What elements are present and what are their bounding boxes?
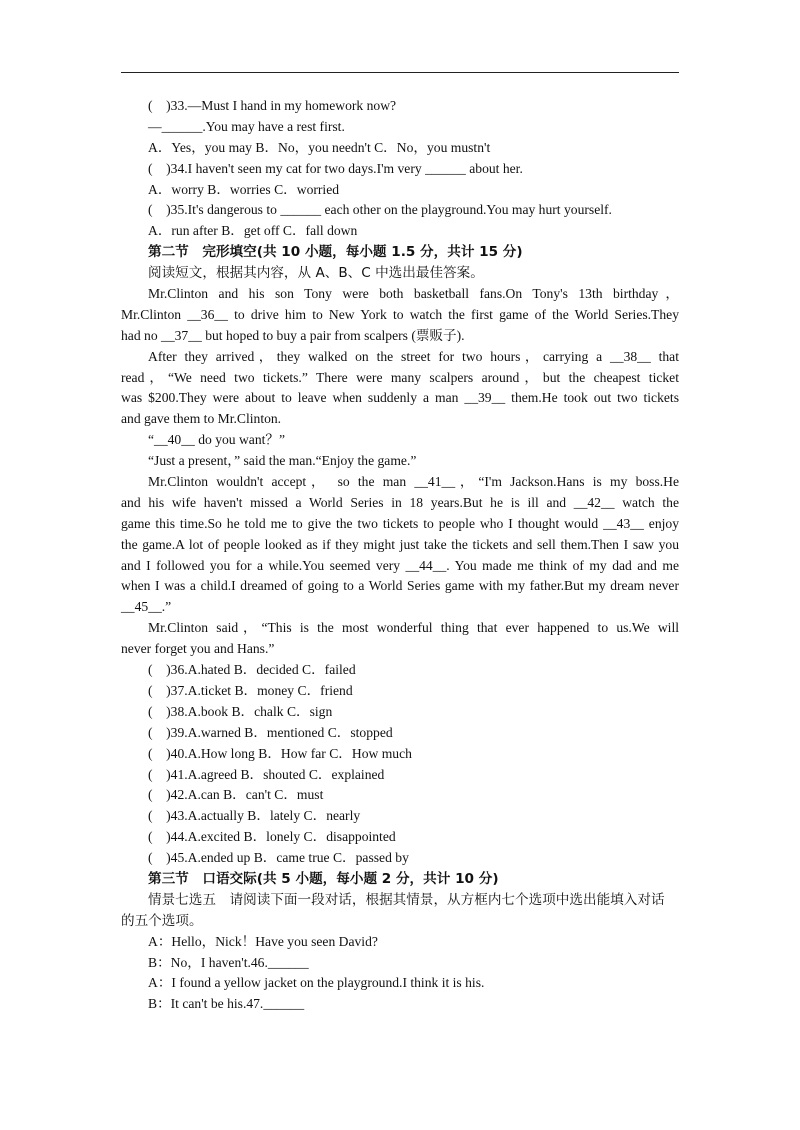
passage-line: Mr.Clinton and his son Tony were both basketball fans.On Tony's 13th birthday， [148,286,679,302]
dialogue-line: B：It can't be his.47.______ [148,996,305,1012]
section-2-heading: 第二节 完形填空(共 10 小题，每小题 1.5 分，共计 15 分) [148,244,523,261]
option-row: ( )43.A.actually B．lately C．nearly [148,808,361,824]
dialogue-line: B：No，I haven't.46.______ [148,954,309,970]
option-row: ( )41.A.agreed B．shouted C．explained [148,766,385,782]
exam-page [121,96,679,1015]
passage-line: never forget you and Hans.” [121,641,275,657]
option-row: ( )39.A.warned B．mentioned C．stopped [148,724,393,740]
passage-line: After they arrived，they walked on the street for two hours，carrying a __38__ that [148,348,679,364]
option-row: ( )44.A.excited B．lonely C．disappointed [148,829,396,845]
option-row: ( )36.A.hated B．decided C．failed [148,662,356,678]
passage-line: Mr.Clinton said，“This is the most wonderful thing that ever happened to us.We will [148,620,679,636]
question-33: ( )33.—Must I hand in my homework now? [148,98,397,113]
passage-line: and I followed you for a while.You seemed very __44__. You made me think of my dad and me [121,557,679,573]
passage-line: the game.A lot of people looked as if they might just take the tickets and sell them.Then I saw you [121,536,679,552]
question-35: ( )35.It's dangerous to ______ each other on the playground.You may hurt yourself. [148,202,612,218]
question-33-answer-line: —______.You may have a rest first. [148,118,345,134]
passage-line: Mr.Clinton __36__ to drive him to New York to watch the first game of the World Series.They [121,306,679,322]
option-row: ( )45.A.ended up B．came true C．passed by [148,850,409,866]
section-2-instruction: 阅读短文，根据其内容，从 A、B、C 中选出最佳答案。 [148,265,484,282]
section-3-heading: 第三节 口语交际(共 5 小题，每小题 2 分，共计 10 分) [148,870,499,887]
passage-line: read，“We need two tickets.” There were many scalpers around，but the cheapest ticket [121,369,679,385]
section-3-instruction-cont: 的五个选项。 [121,912,203,929]
option-row: ( )42.A.can B．can't C．must [148,787,324,803]
passage-line: game this time.So he told me to give the two tickets to people who I thought would __43__ enjoy [121,515,679,531]
question-35-options: A．run after B．get off C．fall down [148,223,358,239]
passage-line: had no __37__ but hoped to buy a pair from scalpers (票贩子). [121,327,465,343]
header-rule [121,72,679,73]
dialogue-line: A：Hello，Nick！Have you seen David? [148,933,378,949]
section-3-instruction: 情景七选五 请阅读下面一段对话，根据其情景，从方框内七个选项中选出能填入对话 [148,891,665,908]
passage-line: __45__.” [121,599,172,615]
passage-line: when I was a child.I dreamed of going to a World Series game with my father.But my dream never [121,578,679,594]
passage-line: Mr.Clinton wouldn't accept， so the man __41__，“I'm Jackson.Hans is my boss.He [148,474,679,490]
option-row: ( )40.A.How long B．How far C．How much [148,745,412,761]
option-row: ( )38.A.book B．chalk C．sign [148,703,333,719]
passage-line: and his wife haven't missed a World Series in 18 years.But he is ill and __42__ watch the [121,494,679,510]
question-34: ( )34.I haven't seen my cat for two days.I'm very ______ about her. [148,160,523,176]
question-34-options: A．worry B．worries C．worried [148,181,340,197]
option-row: ( )37.A.ticket B．money C．friend [148,682,353,698]
passage-line: was $200.They were about to leave when suddenly a man __39__ them.He took out two tickets [121,390,679,406]
question-33-options: A．Yes，you may B．No，you needn't C．No，you mustn't [148,139,491,155]
passage-line: “__40__ do you want？” [148,432,286,448]
passage-line: and gave them to Mr.Clinton. [121,411,282,427]
passage-line: “Just a present，” said the man.“Enjoy the game.” [148,453,417,469]
dialogue-line: A：I found a yellow jacket on the playground.I think it is his. [148,975,485,991]
